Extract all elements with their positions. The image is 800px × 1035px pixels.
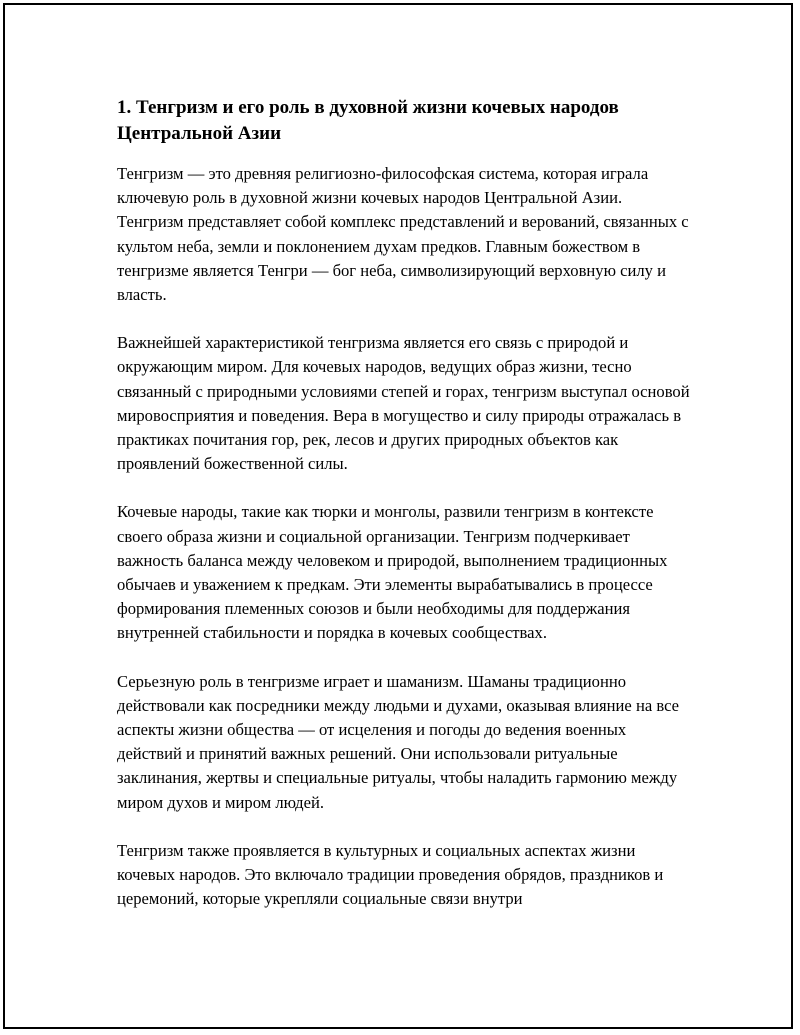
paragraph-2: Важнейшей характеристикой тенгризма является его связь с природой и окружающим миром. Для кочевых народов, ведущих образ жизни, тесно связанный с природными условиями степей и горах, тенгризм выступал основой мировосприятия и поведения. Вера в могущество и силу природы отражалась в практиках почитания гор, рек, лесов и других природных объектов как проявлений божественной силы.: [117, 333, 690, 474]
paragraph-3: Кочевые народы, такие как тюрки и монголы, развили тенгризм в контексте своего образа жизни и социальной организации. Тенгризм подчеркивает важность баланса между человеком и природой, выполнением традиционных обычаев и уважением к предкам. Эти элементы вырабатывались в процессе формирования племенных союзов и были необходимы для поддержания внутренней стабильности и порядка в кочевых сообществах.: [117, 502, 668, 643]
paragraph-5: Тенгризм также проявляется в культурных и социальных аспектах жизни кочевых народов. Это включало традиции проведения обрядов, праздников и церемоний, которые укрепляли социальные связи внутри: [117, 840, 664, 909]
section-title: 1. Тенгризм и его роль в духовной жизни кочевых народов Центральной Азии: [117, 97, 619, 144]
document-body: [117, 95, 692, 935]
paragraph-1: Тенгризм — это древняя религиозно-философская система, которая играла ключевую роль в духовной жизни кочевых народов Центральной Азии. Тенгризм представляет собой комплекс представлений и верований, связанных с культом неба, земли и поклонением духам предков. Главным божеством в тенгризме является Тенгри — бог неба, символизирующий верховную силу и власть.: [117, 164, 689, 305]
paragraph-4: Серьезную роль в тенгризме играет и шаманизм. Шаманы традиционно действовали как посредники между людьми и духами, оказывая влияние на все аспекты жизни общества — от исцеления и погоды до ведения военных действий и принятий важных решений. Они использовали ритуальные заклинания, жертвы и специальные ритуалы, чтобы наладить гармонию между миром духов и миром людей.: [117, 671, 680, 812]
